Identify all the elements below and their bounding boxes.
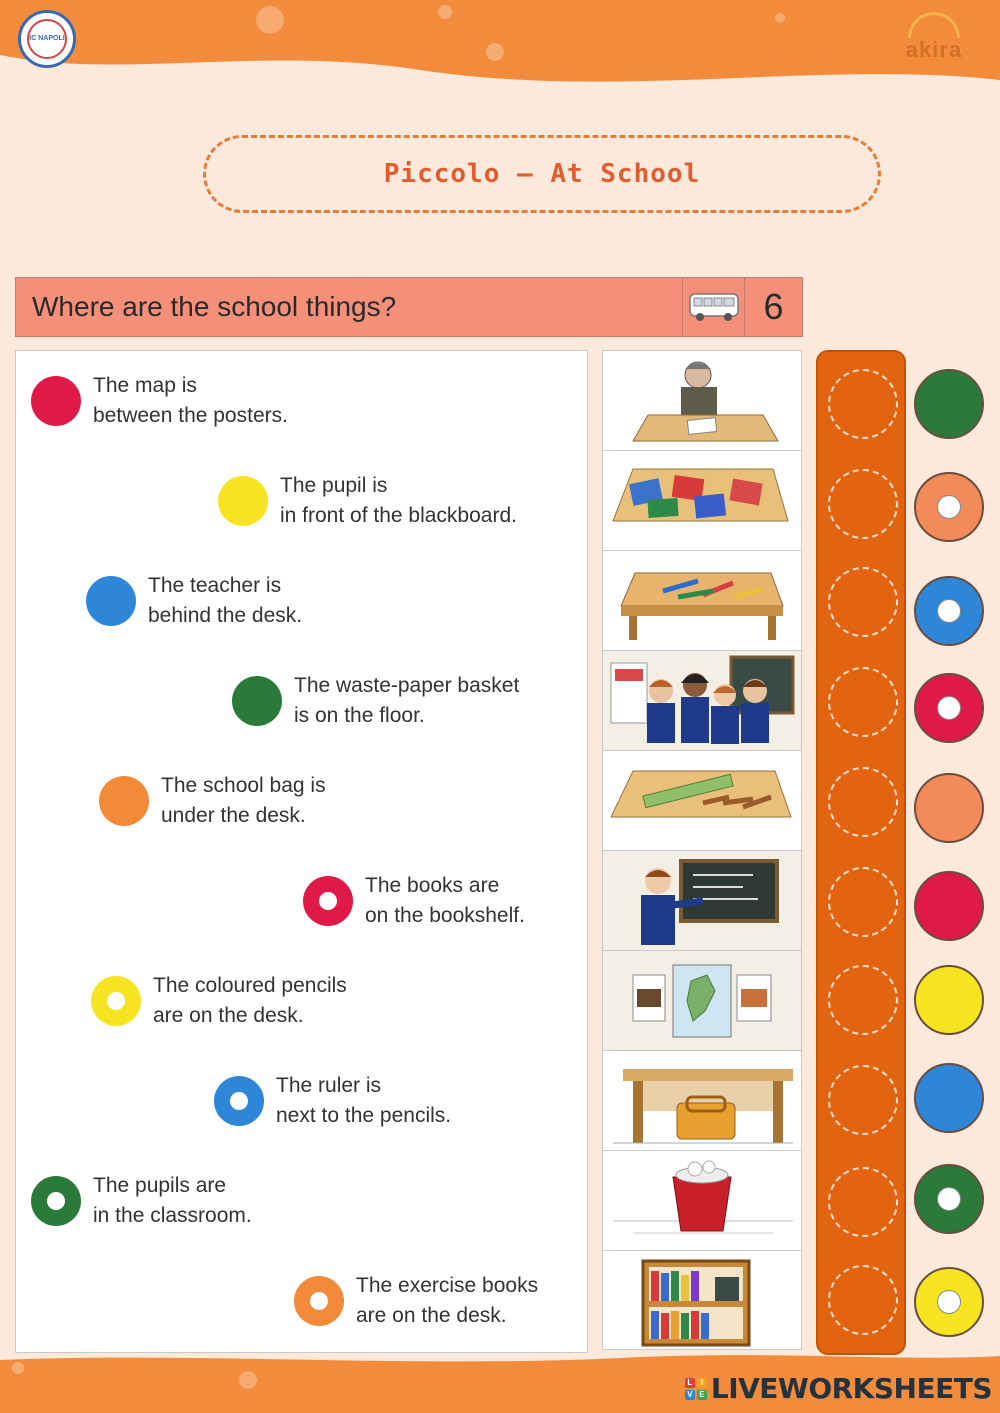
sentence-text (280, 471, 517, 531)
sentence-color-dot (99, 776, 149, 826)
answer-token[interactable] (914, 965, 984, 1035)
sentence-color-dot (232, 676, 282, 726)
header-band (0, 0, 1000, 90)
pictures-column (602, 350, 802, 1350)
token-hole (937, 599, 961, 623)
sentence-line: behind the desk. (148, 604, 303, 627)
answer-token[interactable] (914, 773, 984, 843)
answer-token[interactable] (914, 576, 984, 646)
sentence-item (91, 971, 347, 1031)
sentence-line: in the classroom. (93, 1204, 252, 1227)
sentence-text (161, 771, 326, 831)
drop-slot[interactable] (828, 667, 898, 737)
grid-letter: I (697, 1378, 707, 1388)
sentence-line: The ruler is (276, 1074, 382, 1097)
sentence-line: The pupils are (93, 1174, 227, 1197)
grid-letter: E (697, 1390, 707, 1400)
drop-slot[interactable] (828, 767, 898, 837)
answer-token[interactable] (914, 1063, 984, 1133)
sentence-line: are on the desk. (356, 1304, 507, 1327)
sentence-color-dot (294, 1276, 344, 1326)
dot-hole (47, 1192, 65, 1210)
answer-token[interactable] (914, 369, 984, 439)
drop-slot[interactable] (828, 1065, 898, 1135)
sentence-text (294, 671, 519, 731)
worksheet-question: Where are the school things? (32, 291, 397, 322)
sentence-item (303, 871, 525, 931)
sentence-text (356, 1271, 538, 1331)
teacher-behind-desk-picture[interactable] (603, 351, 801, 451)
sentences-panel (15, 350, 588, 1353)
school-logo (18, 10, 76, 68)
worksheet-header (15, 277, 803, 337)
sentence-line: The pupil is (280, 474, 388, 497)
sentence-color-dot (303, 876, 353, 926)
sentence-line: The teacher is (148, 574, 282, 597)
drop-zone-column (816, 350, 906, 1355)
drop-slot[interactable] (828, 469, 898, 539)
pupil-at-blackboard-picture[interactable] (603, 851, 801, 951)
sentence-line: The waste-paper basket (294, 674, 520, 697)
akira-logo-arc-icon (908, 12, 960, 38)
sentence-color-dot (214, 1076, 264, 1126)
sentence-color-dot (91, 976, 141, 1026)
drop-slot[interactable] (828, 369, 898, 439)
liveworksheets-grid-icon (685, 1378, 707, 1400)
sentence-line: The coloured pencils (153, 974, 347, 997)
token-hole (937, 1290, 961, 1314)
coloured-pencils-picture[interactable] (603, 551, 801, 651)
sentence-color-dot (31, 1176, 81, 1226)
akira-logo (898, 12, 970, 72)
sentence-line: The school bag is (161, 774, 326, 797)
drop-slot[interactable] (828, 965, 898, 1035)
sentence-text (93, 371, 288, 431)
school-logo-text: IC NAPOLI (27, 19, 67, 59)
liveworksheets-brand: LIVEWORKSHEETS (710, 1372, 992, 1405)
sentence-line: The books are (365, 874, 500, 897)
dot-hole (319, 892, 337, 910)
sentence-item (218, 471, 517, 531)
dot-hole (230, 1092, 248, 1110)
waste-paper-basket-picture[interactable] (603, 1151, 801, 1251)
sentence-item (31, 1171, 252, 1231)
title-box (203, 135, 881, 213)
drop-slot[interactable] (828, 1167, 898, 1237)
answer-token[interactable] (914, 472, 984, 542)
answer-token[interactable] (914, 673, 984, 743)
sentence-text (365, 871, 525, 931)
worksheet-number: 6 (744, 278, 802, 336)
sentence-color-dot (86, 576, 136, 626)
sentence-text (148, 571, 302, 631)
drop-slot[interactable] (828, 1265, 898, 1335)
dot-hole (107, 992, 125, 1010)
sentence-item (214, 1071, 451, 1131)
answer-token[interactable] (914, 1267, 984, 1337)
token-hole (937, 696, 961, 720)
grid-letter: L (685, 1378, 695, 1388)
sentence-item (99, 771, 326, 831)
drop-slot[interactable] (828, 567, 898, 637)
sentence-item (232, 671, 519, 731)
answer-token[interactable] (914, 871, 984, 941)
exercise-books-picture[interactable] (603, 451, 801, 551)
bookshelf-picture[interactable] (603, 1251, 801, 1351)
akira-logo-text: akira (905, 37, 963, 62)
drop-slot[interactable] (828, 867, 898, 937)
sentence-text (93, 1171, 252, 1231)
sentence-color-dot (218, 476, 268, 526)
sentence-line: next to the pencils. (276, 1104, 452, 1127)
school-bag-under-desk-picture[interactable] (603, 1051, 801, 1151)
sentence-line: on the bookshelf. (365, 904, 525, 927)
sentence-line: in front of the blackboard. (280, 504, 517, 527)
sentence-item (31, 371, 288, 431)
token-hole (937, 1187, 961, 1211)
answer-token[interactable] (914, 1164, 984, 1234)
pupils-in-classroom-picture[interactable] (603, 651, 801, 751)
bus-icon (682, 278, 744, 336)
sentence-line: are on the desk. (153, 1004, 304, 1027)
grid-letter: V (685, 1390, 695, 1400)
sentence-item (86, 571, 302, 631)
sentence-line: The exercise books (356, 1274, 539, 1297)
sentence-text (153, 971, 347, 1031)
ruler-and-pencils-picture[interactable] (603, 751, 801, 851)
page-title: Piccolo – At School (383, 159, 701, 189)
sentence-item (294, 1271, 538, 1331)
map-between-posters-picture[interactable] (603, 951, 801, 1051)
dot-hole (310, 1292, 328, 1310)
sentence-line: The map is (93, 374, 197, 397)
sentence-text (276, 1071, 451, 1131)
token-hole (937, 495, 961, 519)
sentence-line: is on the floor. (294, 704, 425, 727)
sentence-line: under the desk. (161, 804, 306, 827)
sentence-color-dot (31, 376, 81, 426)
sentence-line: between the posters. (93, 404, 288, 427)
liveworksheets-logo (685, 1372, 992, 1405)
